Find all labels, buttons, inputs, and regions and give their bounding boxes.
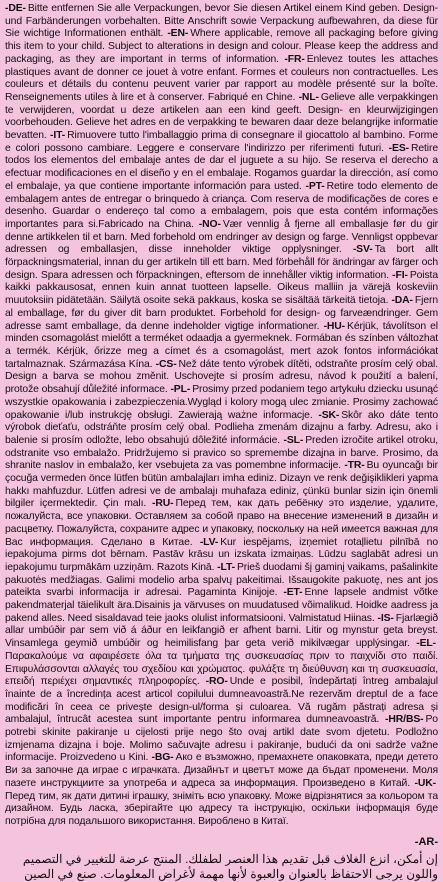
language-code: -IS- — [377, 612, 394, 624]
language-code: -ES- — [388, 142, 409, 154]
language-code: -EL- — [416, 638, 436, 650]
language-text: Fjarlægið allar umbúðir par sem við á áður en leikfangið er afhent barni. Litir og mynstur geta breyst. Vinsamlega geymið umbúðir og heimilisfang þar geta verið mikilvægar upplýsingar. — [5, 612, 438, 650]
language-text: Vær vennlig å fjerne all emballasje før du gir denne artikkelen til et barn. Med forbehold om endringer av design og farge. Vennligst oppbevar adressen og emballasjen, disse inneholder viktige opplysninger. — [5, 218, 438, 256]
language-code: -LT- — [217, 561, 235, 573]
language-code: -SV- — [352, 244, 373, 256]
language-code: -NO- — [198, 218, 221, 230]
language-code: -EN- — [167, 28, 189, 40]
language-code: -UK- — [414, 777, 436, 789]
language-code: -TR- — [344, 460, 365, 472]
language-text: Kur iespējams, izņemiet rotaļlietu pilnībā no iepakojuma pirms dot bērnam. Pastāv krāsu un izskata izmaiņas. Lūdzu saglabāt adresi un iepakojumu turpmākām uzziņām. Razots Kinā. — [5, 536, 438, 573]
language-text: Prieš duodami šį gaminį vaikams, pašalinkite pakuotės medžiagas. Galimi modelio arba spalvų pakeitimai. Išsaugokite pakuotę, nes ant jos pateikta svarbi informacija ir adresai. Pagaminta Kinijoje. — [5, 561, 438, 599]
language-code: -HU- — [323, 320, 346, 332]
language-segment — [5, 130, 438, 154]
language-text: Ta bort allt förpackningsmaterial, innan du ger artikeln till ett barn. Med förbehåll för ändringar av färger och design. Spara adressen och förpackningen, eftersom de innehåller viktig information. — [5, 244, 438, 281]
language-text: Bitte entfernen Sie alle Verpackungen, bevor Sie diesen Artikel einem Kind geben. Design- und Farbänderungen vorbehalten. Bitte Anschrift sowie Verpackung aufbewahren, da diese für Sie wichtige Informationen enthält. — [5, 3, 438, 40]
language-text: Enne lapsele andmist võtke pakendmaterjal täielikult ära.Disainis ja värvuses on muudatused võimalikud. Hoidke aadress ja pakend alles. Need sisaldavad teie jaoks olulist informatsiooni. Valmistatud Hiinas. — [5, 587, 438, 624]
language-code: -FR- — [284, 53, 305, 65]
language-text: Preden izročite artikel otroku, odstranite vso embalažo. Pridržujemo si pravico so spremembe dizajna in barve. Prosimo, da shranite naslov in embalažo, ker vsebujeta za vas pomembne informacije. — [5, 434, 438, 472]
language-code: -FI- — [392, 269, 408, 281]
language-text: Po potrebi skinite pakiranje u cijelosti prije nego što ovaj artikl date svom djetetu. Podložno izmjenama dizajna i boje. Molimo sačuvajte adresu i pakiranje, budući da oni sadrže važne informacije. Proizvedeno u Kini. — [5, 714, 438, 764]
language-code: -PL- — [170, 384, 191, 396]
language-text: Kérjük, távolítson el minden csomagolást mielőtt a terméket odaadja a gyermeknek. Formában és színben változhat a termék. Kérjük, őrizze meg a címet és a csomagolást, mert azok fontos információkat tartalmaznak. Származása Kína. — [5, 320, 438, 370]
language-text: Retire todos los elementos del embalaje antes de dar el juguete a su hijo. Se reserva el derecho a efectuar modificaciones en el diseño y en el embalaje. Rogamos guardar la dirección, así como el embalaje, ya que contiene importante información para usted. — [5, 142, 438, 192]
language-code: -DA- — [391, 295, 413, 307]
language-text: Retire todo elemento de embalagem antes de entregar o brinquedo à criança. Com reserva de modificações de cores e desenho. Guardar o endereço tal como a embalagem, pois que esta contém informações importantes para si.Fabricado na China. — [5, 180, 438, 230]
language-code: -NL- — [298, 91, 319, 103]
language-text: Παρακαλούμε να αφαιρέσετε όλα τα τμήματα της συσκευασίας πριν το παιχνίδι στο παιδί. Επιφυλάσσονται αλλαγές του σχεδίου και χρώματος. φυλάξτε τη διεύθυνση και τη συσκευασία, επειδή περιέχει σημαντικές πληροφορίες. — [5, 650, 438, 688]
language-text: Fjern al emballage, før du giver dit barn produktet. Forbehold for design- og farveændringer. Gem adresse samt emballage, da denne indeholder vigtige informationer. — [5, 295, 438, 332]
language-code: -LV- — [199, 536, 219, 548]
language-code: -ET- — [283, 587, 303, 599]
language-code: -RU- — [152, 498, 174, 510]
language-text: Перед тем, как дать ребёнку это изделие, удалите, пожалуйста, все упаковки. Оставляем за собой право на внесение изменений в дизайн и расцветку. Пожалуйста, сохраните адрес и упаковку, поскольку на ней имеется важная для Вас информация. Сделано в Китае. — [5, 498, 438, 548]
language-text: Skôr ako dáte tento výrobok dieťaťu, odstráňte prosím celý obal. Podlieha zmenám dizajnu a farby. Adresu, ako i balenie si prosím odložte, lebo obsahujú dôležité informácie. — [5, 409, 438, 446]
language-code: -SK- — [318, 409, 340, 421]
arabic-text: إن أمكن، انزع الغلاف قبل تقديم هذا العنصر لطفلك. المنتج عرضة للتغيير في التصميم واللون يرجى الاحتفاظ بالعنوان والعبوة لأنها مهمة لأغراض المعلومات. صنع في الصين — [22, 851, 438, 881]
language-text: Ако е възможно, премахнете опаковката, преди детето Ви за започне да играе с играчката. Дизайнът и цветът може да бъдат променени. Моля пазете инструкциите за употреба и адреса за информация. Произведено в Китай. — [5, 752, 438, 789]
language-code: -CS- — [155, 358, 177, 370]
language-text: Перед тим, як дати дитині іграшку, зніміть всю упаковку. Може відрізнятися за кольором та дизайном. Будь ласка, зберігайте цю адресу та інструкцію, оскільки інформація буде потрібна для подальшого використання. Вироблено в Китаї. — [5, 790, 438, 827]
language-text: Rimuovere tutto l'imballaggio prima di consegnare il giocattolo al bambino. Forme e colori possono cambiare. Leggere e conservare l'indirizzo per riferimenti futuri. — [5, 130, 438, 154]
language-code: -DE- — [5, 3, 26, 14]
language-text: Where applicable, remove all packaging before giving this item to your child. Subject to alterations in design and colour. Please keep the address and packaging, as they are important in terms of information. — [5, 28, 438, 65]
language-text: Prosimy przed podaniem tego artykułu dziecku usunąć wszystkie opakowania i zabezpieczenia.Wygląd i kolory mogą ulec zmianie. Prosimy zachować opakowanie i/lub instrukcję obsługi. Zawierają ważne informacje. — [5, 384, 438, 421]
language-text: Unde e posibil, îndepărtați întreg ambalajul înainte de a încredința acest articol copilului dumneavoastră.Ne rezervăm dreptul de a face modificări în ceea ce privește design-ul/forma și culoarea. Vă rugăm păstrați adresa și ambalajul, întrucât acestea sunt importante pentru informarea dumneavoastră. — [5, 676, 439, 726]
language-text: Bu oyuncağı bir çocuğa vermeden önce lütfen bütün ambalajları imha ediniz. Dizayn ve renk değişiklikleri yapma hakkı mahfuzdur. Lütfen adresi ve de ambalajı muhafaza ediniz, çünkü bunlar sizin için önemli bilgiler içermektedir. Çin malı. — [5, 460, 438, 510]
language-code: -HR/BS- — [385, 714, 424, 726]
language-code: -SL- — [283, 434, 304, 446]
language-text: Enlevez toutes les attaches plastiques avant de donner ce jouet à votre enfant. Formes et couleurs non contractuelles. Les couleurs et détails du contenu peuvent varier par rapport au modèle présenté sur la boîte. Renseignements utiles à lire et à conserver. Fabriqué en Chine. — [5, 53, 438, 103]
arabic-section — [5, 835, 438, 882]
multilingual-text-block — [5, 3, 438, 829]
language-code: -RO- — [205, 676, 228, 688]
language-code-ar: -AR- — [414, 835, 438, 848]
language-text: Poista kaikki pakkausosat, ennen kuin annat tuotteen lapselle. Oikeus malliin ja värejä koskeviin muutoksiin pidätetään. Säilytä osoite sekä pakkaus, koska se sisältää tärkeitä tietoja. — [5, 269, 438, 307]
language-text: Gelieve alle verpakkingen te verwijderen, voordat u deze artikelen aan een kind geeft. Design- en kleurwijzigingen voorbehouden. Gelieve het adres en de verpakking te bewaren daar deze belangrijke informatie bevatten. — [5, 91, 438, 142]
language-code: -IT- — [50, 130, 66, 142]
language-text: Než dáte tento výrobek dítěti, odstraňte prosím celý obal. Design a barva se mohou změnit. Uschovejte si prosím adresu, návod k použití a balení, protože obsahují důležité informace. — [5, 358, 438, 396]
language-code: -PT- — [305, 180, 325, 192]
language-code: -BG- — [151, 752, 174, 764]
